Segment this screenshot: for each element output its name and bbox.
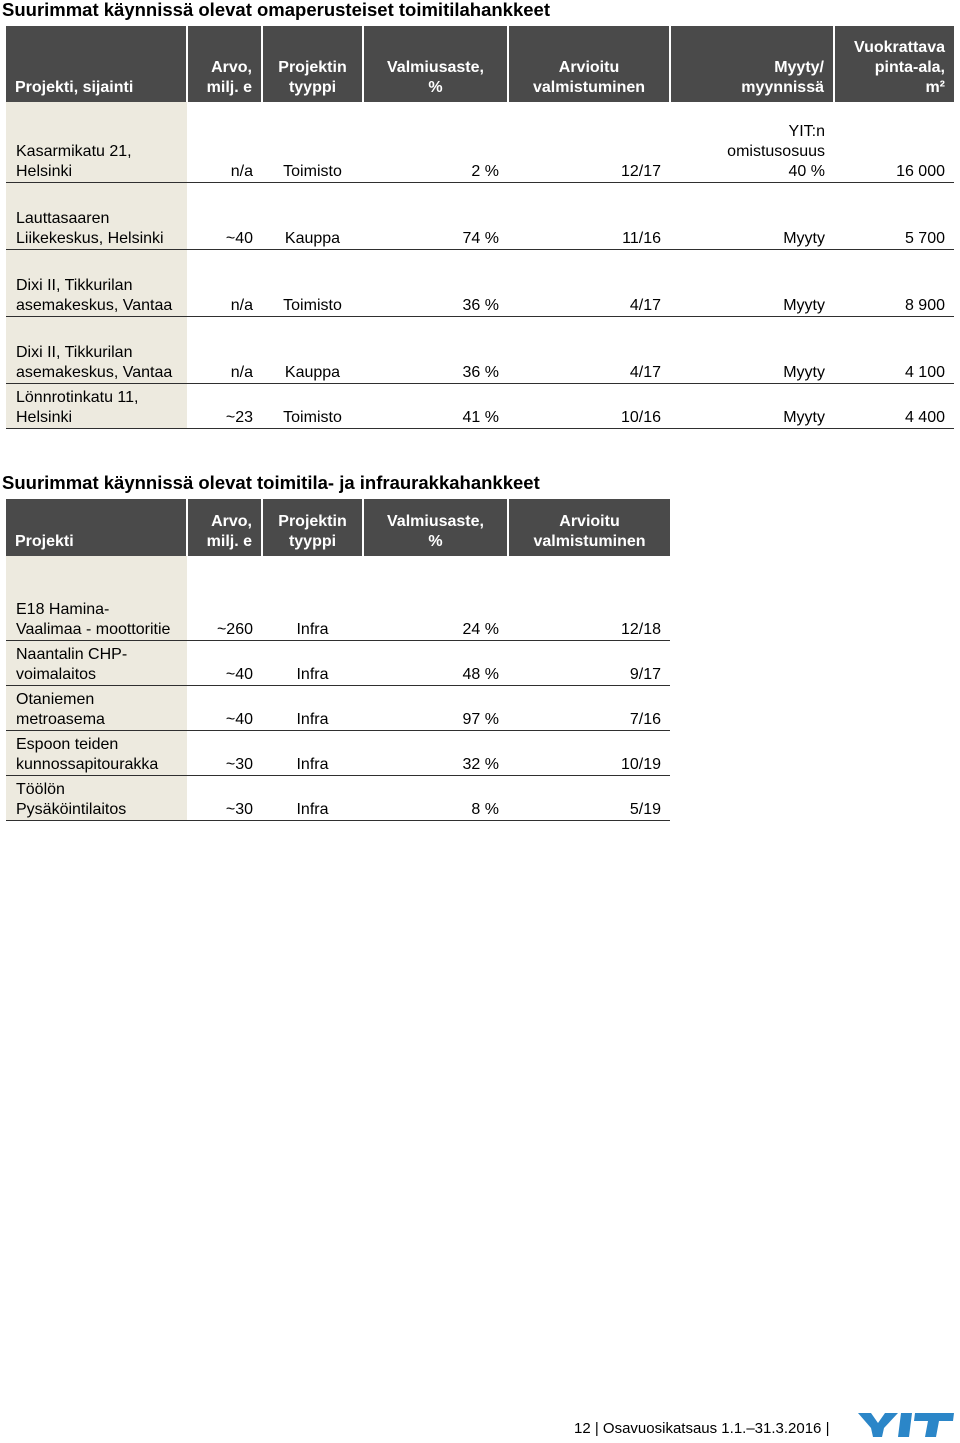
cell-value: n/a bbox=[187, 120, 262, 182]
cell-project: Dixi II, Tikkurilan asemakeskus, Vantaa bbox=[6, 249, 187, 316]
cell-completion: 8 % bbox=[363, 775, 508, 820]
cell-area: 4 400 bbox=[834, 383, 954, 428]
cell-type: Toimisto bbox=[262, 249, 363, 316]
cell-completion: 36 % bbox=[363, 249, 508, 316]
cell-value: ~23 bbox=[187, 383, 262, 428]
col-header-value: Arvo, milj. e bbox=[187, 26, 262, 102]
table-row bbox=[6, 730, 670, 775]
cell-project: Kasarmikatu 21, Helsinki bbox=[6, 120, 187, 182]
own-projects-table bbox=[6, 26, 954, 429]
section-2-title: Suurimmat käynnissä olevat toimitila- ja infraurakkahankkeet bbox=[2, 472, 540, 493]
col-header-estimated: Arvioitu valmistuminen bbox=[508, 499, 670, 556]
cell-type: Infra bbox=[262, 775, 363, 820]
cell-type: Toimisto bbox=[262, 120, 363, 182]
cell-type: Infra bbox=[262, 730, 363, 775]
table-row bbox=[6, 775, 670, 820]
cell-completion: 48 % bbox=[363, 640, 508, 685]
cell-estimated: 9/17 bbox=[508, 640, 670, 685]
cell-sold: Myyty bbox=[670, 316, 834, 383]
cell-project: Otaniemen metroasema bbox=[6, 685, 187, 730]
cell-estimated: 5/19 bbox=[508, 775, 670, 820]
table-row bbox=[6, 182, 954, 249]
table-row bbox=[6, 249, 954, 316]
cell-project: Espoon teiden kunnossapitourakka bbox=[6, 730, 187, 775]
cell-type: Infra bbox=[262, 685, 363, 730]
cell-estimated: 11/16 bbox=[508, 182, 670, 249]
table-row bbox=[6, 120, 954, 182]
cell-type: Infra bbox=[262, 640, 363, 685]
col-header-type: Projektin tyyppi bbox=[262, 26, 363, 102]
cell-value: ~30 bbox=[187, 775, 262, 820]
yit-logo bbox=[858, 1412, 954, 1438]
col-header-project: Projekti bbox=[6, 499, 187, 556]
table-row bbox=[6, 316, 954, 383]
col-header-sold: Myyty/ myynnissä bbox=[670, 26, 834, 102]
cell-type: Infra bbox=[262, 574, 363, 640]
cell-completion: 97 % bbox=[363, 685, 508, 730]
cell-value: ~30 bbox=[187, 730, 262, 775]
cell-value: ~40 bbox=[187, 640, 262, 685]
cell-estimated: 4/17 bbox=[508, 316, 670, 383]
cell-estimated: 12/18 bbox=[508, 574, 670, 640]
cell-project: Naantalin CHP- voimalaitos bbox=[6, 640, 187, 685]
col-header-area: Vuokrattava pinta-ala, m² bbox=[834, 26, 954, 102]
cell-sold: Myyty bbox=[670, 249, 834, 316]
cell-completion: 36 % bbox=[363, 316, 508, 383]
contracting-projects-table bbox=[6, 499, 670, 821]
cell-estimated: 10/19 bbox=[508, 730, 670, 775]
cell-sold: YIT:n omistusosuus 40 % bbox=[670, 120, 834, 182]
table-row bbox=[6, 685, 670, 730]
cell-completion: 41 % bbox=[363, 383, 508, 428]
cell-completion: 2 % bbox=[363, 120, 508, 182]
cell-type: Toimisto bbox=[262, 383, 363, 428]
cell-value: n/a bbox=[187, 249, 262, 316]
col-header-project: Projekti, sijainti bbox=[6, 26, 187, 102]
col-header-type: Projektin tyyppi bbox=[262, 499, 363, 556]
cell-type: Kauppa bbox=[262, 316, 363, 383]
cell-completion: 32 % bbox=[363, 730, 508, 775]
cell-estimated: 4/17 bbox=[508, 249, 670, 316]
cell-area: 16 000 bbox=[834, 120, 954, 182]
section-1-title: Suurimmat käynnissä olevat omaperusteiset toimitilahankkeet bbox=[2, 0, 550, 20]
page-footer: 12 | Osavuosikatsaus 1.1.–31.3.2016 | bbox=[574, 1420, 830, 1437]
col-header-value: Arvo, milj. e bbox=[187, 499, 262, 556]
cell-area: 5 700 bbox=[834, 182, 954, 249]
cell-value: ~40 bbox=[187, 182, 262, 249]
cell-estimated: 7/16 bbox=[508, 685, 670, 730]
table-row bbox=[6, 574, 670, 640]
cell-area: 4 100 bbox=[834, 316, 954, 383]
cell-estimated: 12/17 bbox=[508, 120, 670, 182]
table-header-row bbox=[6, 26, 954, 102]
cell-value: ~260 bbox=[187, 574, 262, 640]
cell-project: Dixi II, Tikkurilan asemakeskus, Vantaa bbox=[6, 316, 187, 383]
cell-sold: Myyty bbox=[670, 182, 834, 249]
cell-project: E18 Hamina- Vaalimaa - moottoritie bbox=[6, 574, 187, 640]
cell-estimated: 10/16 bbox=[508, 383, 670, 428]
cell-project: Lönnrotinkatu 11, Helsinki bbox=[6, 383, 187, 428]
col-header-completion: Valmiusaste, % bbox=[363, 26, 508, 102]
cell-project: Töölön Pysäköintilaitos bbox=[6, 775, 187, 820]
cell-area: 8 900 bbox=[834, 249, 954, 316]
col-header-completion: Valmiusaste, % bbox=[363, 499, 508, 556]
cell-completion: 74 % bbox=[363, 182, 508, 249]
col-header-estimated: Arvioitu valmistuminen bbox=[508, 26, 670, 102]
table-row bbox=[6, 640, 670, 685]
cell-value: n/a bbox=[187, 316, 262, 383]
cell-project: Lauttasaaren Liikekeskus, Helsinki bbox=[6, 182, 187, 249]
cell-sold: Myyty bbox=[670, 383, 834, 428]
cell-completion: 24 % bbox=[363, 574, 508, 640]
cell-value: ~40 bbox=[187, 685, 262, 730]
table-header-row bbox=[6, 499, 670, 556]
cell-type: Kauppa bbox=[262, 182, 363, 249]
table-row bbox=[6, 383, 954, 428]
